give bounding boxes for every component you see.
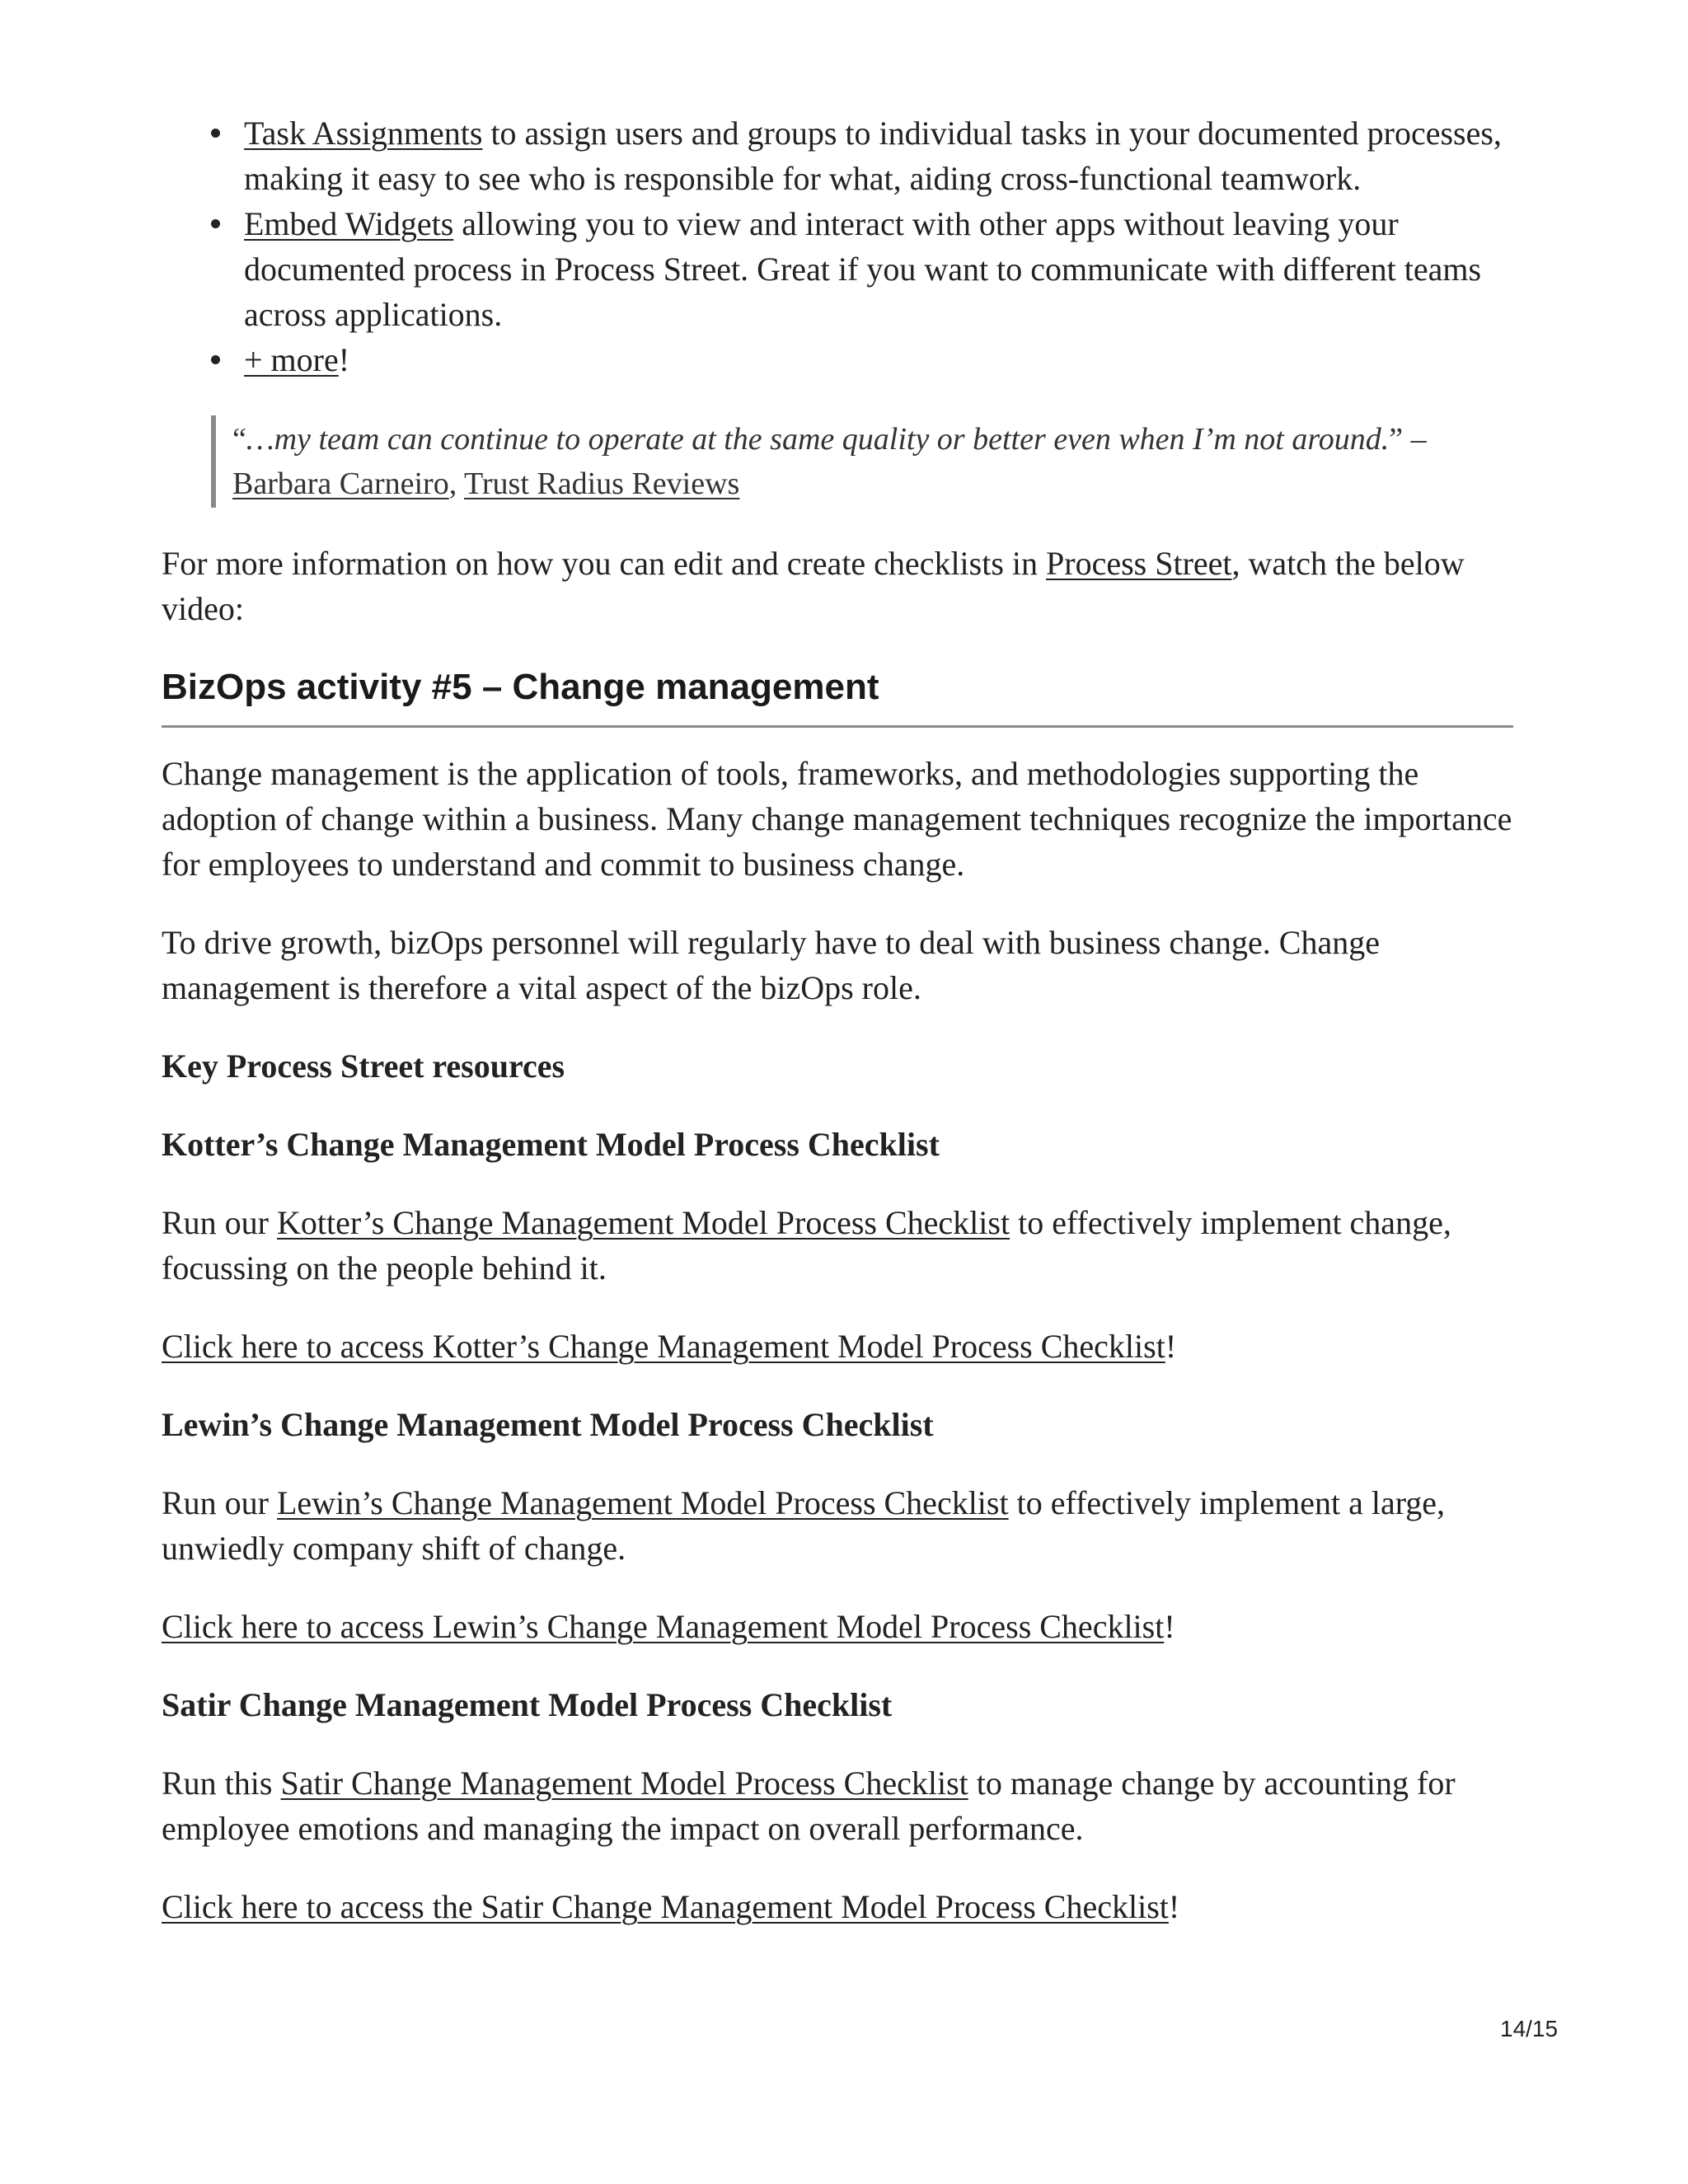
testimonial-quote <box>211 415 1513 508</box>
lewin-access-after: ! <box>1164 1608 1175 1645</box>
satir-description <box>162 1760 1513 1851</box>
satir-run-before: Run this <box>162 1765 281 1802</box>
quote-source-link[interactable]: Trust Radius Reviews <box>464 466 740 501</box>
satir-access-paragraph <box>162 1884 1513 1929</box>
list-item-text: ! <box>338 341 350 378</box>
list-item <box>244 110 1513 201</box>
section-paragraph-2: To drive growth, bizOps personnel will regularly have to deal with business change. Change management is therefore a vital aspect of the bizOps role. <box>162 924 1380 1006</box>
resources-heading: Key Process Street resources <box>162 1047 565 1085</box>
quote-separator: , <box>448 466 465 501</box>
task-assignments-link[interactable]: Task Assignments <box>244 115 483 152</box>
section-paragraph-1: Change management is the application of tools, frameworks, and methodologies supporting the adoption of change within a business. Many change management techniques recognize the importance for employees to understand and commit to business change. <box>162 755 1512 883</box>
kotter-description <box>162 1200 1513 1291</box>
satir-checklist-link[interactable]: Satir Change Management Model Process Checklist <box>280 1765 968 1802</box>
more-features-link[interactable]: + more <box>244 341 339 378</box>
kotter-access-after: ! <box>1165 1328 1177 1365</box>
lewin-checklist-link[interactable]: Lewin’s Change Management Model Process Checklist <box>277 1484 1009 1521</box>
lewin-run-after: to effectively implement a large, unwiedly company shift of change. <box>162 1484 1446 1567</box>
kotter-access-link[interactable]: Click here to access Kotter’s Change Management Model Process Checklist <box>162 1328 1165 1365</box>
list-item <box>244 337 1513 382</box>
satir-access-after: ! <box>1168 1888 1180 1925</box>
quote-close-mark: ” – <box>1389 422 1427 457</box>
quote-author-link[interactable]: Barbara Carneiro <box>232 466 449 501</box>
kotter-run-before: Run our <box>162 1204 277 1241</box>
process-street-link[interactable]: Process Street <box>1046 545 1232 582</box>
lewin-run-before: Run our <box>162 1484 277 1521</box>
list-item <box>244 201 1513 337</box>
lewin-access-paragraph <box>162 1604 1513 1649</box>
feature-list <box>162 110 1513 382</box>
page-number: 14/15 <box>1500 2016 1559 2041</box>
kotter-access-paragraph <box>162 1324 1513 1369</box>
intro-text: For more information on how you can edit and create checklists in <box>162 545 1047 582</box>
lewin-access-link[interactable]: Click here to access Lewin’s Change Management Model Process Checklist <box>162 1608 1165 1645</box>
quote-text: …my team can continue to operate at the same quality or better even when I’m not around. <box>246 422 1390 457</box>
document-content <box>162 110 1513 1929</box>
kotter-checklist-link[interactable]: Kotter’s Change Management Model Process Checklist <box>277 1204 1010 1241</box>
section-heading: BizOps activity #5 – Change management <box>162 664 1513 728</box>
intro-paragraph <box>162 541 1513 631</box>
intro-text-end: , watch the below video: <box>162 545 1465 627</box>
satir-run-after: to manage change by accounting for employee emotions and managing the impact on overall performance. <box>162 1765 1456 1847</box>
lewin-description <box>162 1480 1513 1571</box>
list-item-text: allowing you to view and interact with other apps without leaving your documented process in Process Street. Great if you want to communicate with different teams across applications. <box>244 205 1482 333</box>
quote-open-mark: “ <box>232 422 246 457</box>
list-item-text: to assign users and groups to individual tasks in your documented processes, making it easy to see who is responsible for what, aiding cross-functional teamwork. <box>244 115 1502 197</box>
lewin-heading: Lewin’s Change Management Model Process Checklist <box>162 1406 934 1443</box>
satir-access-link[interactable]: Click here to access the Satir Change Management Model Process Checklist <box>162 1888 1169 1925</box>
satir-heading: Satir Change Management Model Process Checklist <box>162 1686 893 1723</box>
embed-widgets-link[interactable]: Embed Widgets <box>244 205 454 242</box>
kotter-heading: Kotter’s Change Management Model Process Checklist <box>162 1126 940 1163</box>
kotter-run-after: to effectively implement change, focussing on the people behind it. <box>162 1204 1451 1286</box>
